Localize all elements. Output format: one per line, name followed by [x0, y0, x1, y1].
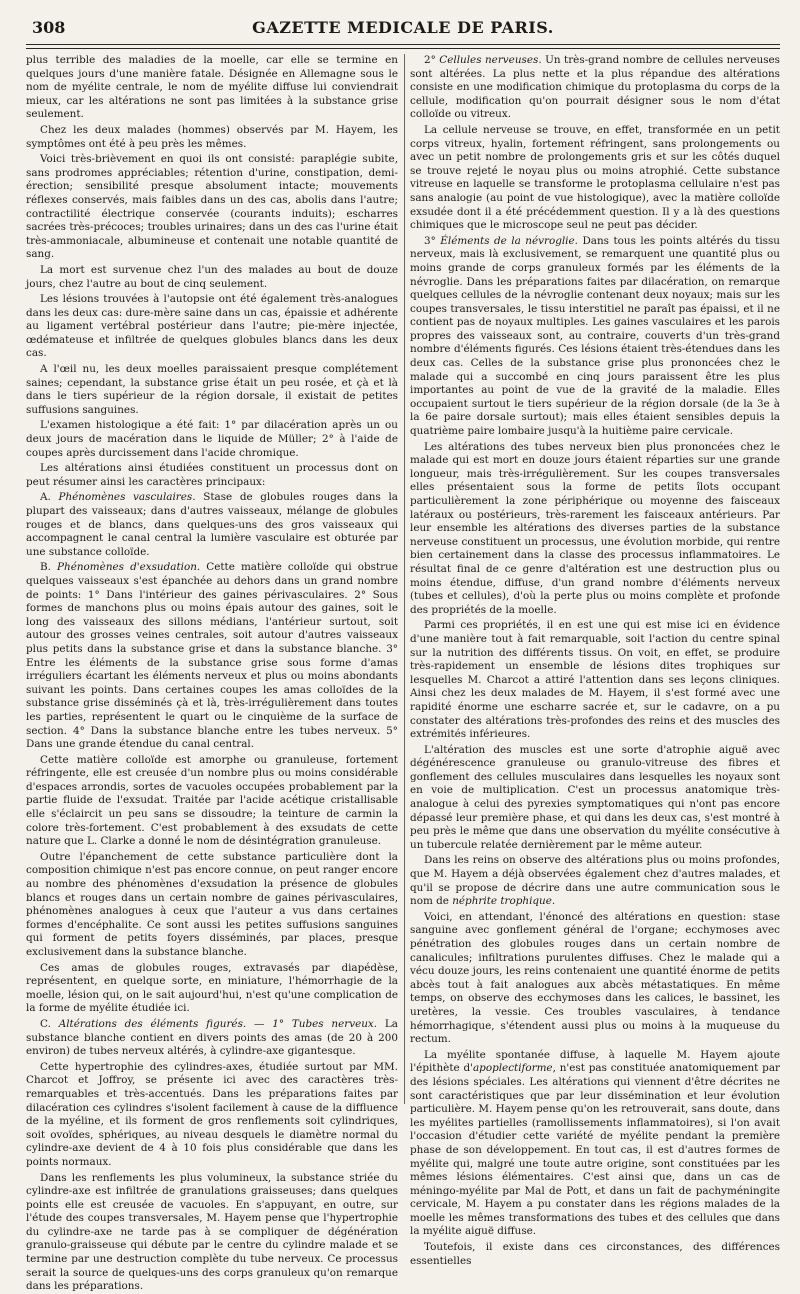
paragraph-text: Dans tous les points altérés du tissu nerveux, mais là exclusivement, se remarquent une quantité plus ou moins grande de corps granuleux formés par les éléments de la névroglie. Dans les préparations faites par dilacération, on remarque quelques cellules de la névroglie contenant deux noyaux; mais sur les coupes transversales, le tissu interstitiel ne paraît pas épaissi, et il ne contient pas de noyaux multiples. Les gaines vasculaires et les parois propres des vaisseaux sont, au contraire, couverts d'un très-grand nombre d'éléments figurés. Ces lésions étaient très-étendues dans les deux cas. Celles de la substance grise plus prononcées chez le malade qui a succombé en cinq jours paraissent être les plus importantes au point de vue de la gravité de la maladie. Elles occupaient surtout le tiers supérieur de la région dorsale (de la 3e à la 6e paire dorsale surtout); mais elles étaient sensibles depuis la quatrième paire lombaire jusqu'à la huitième paire cervicale.: [410, 234, 781, 438]
italic-heading: néphrite trophique: [452, 895, 552, 908]
paragraph: [26, 124, 398, 151]
paragraph-text: Cette matière colloïde qui obstrue quelques vaisseaux s'est épanchée au dehors dans un grand nombre de points: 1° Dans l'intérieur des gaines périvasculaires. 2° Sous formes de manchons plus ou moins épais autour des gaines, soit le long des vaisseaux des sillons médians, l'antérieur surtout, soit autour des grosses veines centrales, soit autour d'autres vaisseaux plus petits dans la substance grise et dans la substance blanche. 3° Entre les éléments de la substance grise sous forme d'amas irréguliers écartant les éléments nerveux et plus ou moins abondants suivant les points. Dans certaines coupes les amas colloïdes de la substance grise disséminés çà et là, très-irrégulièrement dans toutes les parties, représentent le quart ou le cinquième de la surface de section. 4° Dans la substance blanche entre les tubes nerveux. 5° Dans une grande étendue du canal central.: [26, 561, 398, 751]
paragraph-text: La mort est survenue chez l'un des malades au bout de douze jours, chez l'autre au bout de cinq seulement.: [26, 263, 398, 290]
paragraph-lead: 2°: [424, 54, 440, 66]
italic-heading: apoplectiforme: [472, 1062, 553, 1075]
paragraph: [410, 441, 780, 618]
paragraph-text: Un très-grand nombre de cellules nerveuses sont altérées. La plus nette et la plus répandue des altérations consiste en une modification chimique du protoplasma du corps de la cellule, modification qu'on pourrait désigner sous le nom d'état colloïde ou vitreux.: [410, 54, 781, 121]
italic-heading: Cellules nerveuses.: [439, 54, 542, 66]
paragraph-text: plus terrible des maladies de la moelle, car elle se termine en quelques jours d'une manière fatale. Désignée en Allemagne sous le nom de myélite centrale, le nom de myélite diffuse lui conviendrait mieux, car les altérations ne sont pas limitées à la substance grise seulement.: [26, 54, 398, 121]
paragraph: [26, 561, 398, 751]
page-header: [26, 18, 780, 40]
paragraph-text: Stase de globules rouges dans la plupart des vaisseaux; dans d'autres vaisseaux, mélange de globules rouges et de blancs, dans quelques-uns des gros vaisseaux qui accompagnent le canal central la lumière vasculaire est obturée par une substance colloïde.: [26, 491, 398, 558]
paragraph-text: Outre l'épanchement de cette substance particulière dont la composition chimique n'est pas encore connue, on peut ranger encore au nombre des phénomènes d'exsudation la présence de globules blancs et rouges dans un certain nombre de gaines périvasculaires, phénomènes analogues à ceux que l'auteur a vus dans certaines formes d'encéphalite. Ce sont aussi les petites suffusions sanguines qui forment de petits foyers disséminés, par places, presque exclusivement dans la substance blanche.: [26, 850, 398, 958]
paragraph: [410, 1049, 780, 1239]
paragraph-text: Voici, en attendant, l'énoncé des altérations en question: stase sanguine avec gonflement général de l'organe; ecchymoses avec pénétration des globules rouges dans un certain nombre de canalicules; infiltrations purulentes diffuses. Chez le malade qui a vécu douze jours, les reins contenaient une quantité énorme de petits abcès tout à fait analogues aux abcès métastatiques. En même temps, on observe des ecchymoses dans les calices, le bassinet, les uretères, la vessie. Ces troubles vasculaires, à tendance hémorrhagique, s'étendent aussi plus ou moins à la muqueuse du rectum.: [410, 910, 780, 1046]
paragraph: [26, 851, 398, 960]
paragraph-text: Cette hypertrophie des cylindres-axes, étudiée surtout par MM. Charcot et Joffroy, se présente ici avec des caractères très-remarquables et très-accentués. Dans les préparations faites par dilacération ces cylindres s'isolent facilement à cause de la diffluence de la myéline, et ils forment de gros renflements soit cylindriques, soit ovoïdes, sphériques, au niveau desquels le diamètre normal du cylindre-axe devient de 4 à 10 fois plus considérable que dans les points normaux.: [26, 1060, 398, 1168]
paragraph: [410, 235, 780, 439]
paragraph: [26, 1018, 398, 1059]
paragraph: [26, 491, 398, 559]
paragraph: [26, 1172, 398, 1294]
paragraph-lead: 3°: [424, 234, 441, 247]
paragraph-text: Parmi ces propriétés, il en est une qui est mise ici en évidence d'une manière tout à fait remarquable, soit l'action du centre spinal sur la nutrition des différents tissus. On voit, en effet, se produire très-rapidement un ensemble de lésions dites trophiques sur lesquelles M. Charcot a attiré l'attention dans ses leçons cliniques. Ainsi chez les deux malades de M. Hayem, il s'est formé avec une rapidité énorme une escharre sacrée et, sur le cadavre, on a pu constater des altérations très-profondes des reins et des muscles des extrémités inférieures.: [410, 619, 780, 741]
header-rule: [26, 44, 780, 45]
right-column: [410, 54, 781, 1267]
paragraph: [410, 744, 780, 853]
left-column: [26, 54, 398, 1293]
column-divider: [404, 54, 405, 1104]
paragraph-lead: B.: [40, 561, 58, 574]
paragraph: [26, 293, 398, 361]
paragraph: [26, 419, 398, 460]
paragraph: [26, 1061, 398, 1170]
paragraph-text: L'examen histologique a été fait: 1° par dilacération après un ou deux jours de macération dans le liquide de Müller; 2° à l'aide de coupes après durcissement dans l'acide chromique.: [26, 419, 398, 459]
paragraph-text: Les altérations ainsi étudiées constituent un processus dont on peut résumer ainsi les caractères principaux:: [26, 462, 398, 488]
paragraph-text: La substance blanche contient en divers points des amas (de 20 à 200 environ) de tubes nerveux altérés, à cylindre-axe gigantesque.: [26, 1017, 398, 1058]
paragraph-text: Ces amas de globules rouges, extravasés par diapédèse, représentent, en quelque sorte, en miniature, l'hémorrhagie de la moelle, lésion qui, on le sait aujourd'hui, n'est qu'une complication de la forme de myélite étudiée ici.: [26, 961, 398, 1015]
paragraph: [26, 264, 398, 291]
paragraph-text: A l'œil nu, les deux moelles paraissaient presque complétement saines; cependant, la substance grise était un peu rosée, et çà et là dans le tiers supérieur de la région dorsale, il existait de petites suffusions sanguines.: [26, 363, 398, 416]
header-rule-thin: [26, 48, 780, 49]
paragraph-lead: Dans les reins on observe des altérations plus ou moins profondes, que M. Hayem a déjà observées également chez d'autres malades, et qu'il se propose de décrire dans une autre communication sous le nom de: [410, 854, 780, 908]
paragraph-text: Les lésions trouvées à l'autopsie ont été également très-analogues dans les deux cas: dure-mère saine dans un cas, épaissie et adhérente au ligament vertébral postérieur dans l'autre; pie-mère injectée, œdémateuse et infiltrée de quelques globules blancs dans les deux cas.: [26, 293, 398, 360]
paragraph-text: , n'est pas constituée anatomiquement par des lésions spéciales. Les altérations qui viennent d'être décrites ne sont caractéristiques que par leur dissémination et leur évolution particulière. M. Hayem pense qu'on les retrouverait, sans doute, dans les myélites partielles (ramollissements inflammatoires), si l'on avait l'occasion d'étudier cette variété de myélite pendant la première phase de son développement. En tout cas, il est d'autres formes de myélite qui, malgré une toute autre origine, sont constituées par les mêmes lésions élémentaires. C'est ainsi que, dans un cas de méningo-myélite par Mal de Pott, et dans un fait de pachyméningite cervicale, M. Hayem a pu constater dans les régions malades de la moelle les mêmes transformations des tubes et des cellules que dans la myélite aiguë diffuse.: [410, 1062, 780, 1238]
paragraph: [410, 911, 780, 1047]
paragraph: [26, 462, 398, 489]
paragraph-text: .: [551, 895, 556, 908]
italic-heading: Éléments de la névroglie.: [440, 234, 578, 247]
paragraph-text: Chez les deux malades (hommes) observés par M. Hayem, les symptômes ont été à peu près les mêmes.: [26, 123, 398, 150]
italic-heading: Phénomènes d'exsudation.: [57, 561, 201, 574]
page-number: 308: [32, 18, 66, 37]
paragraph: [410, 54, 780, 122]
paragraph-lead: C.: [40, 1017, 59, 1030]
paragraph-text: Toutefois, il existe dans ces circonstances, des différences essentielles: [410, 1241, 780, 1267]
paragraph: [26, 54, 398, 122]
paragraph: [26, 754, 398, 849]
paragraph-text: Dans les renflements les plus volumineux, la substance striée du cylindre-axe est infiltrée de granulations graisseuses; dans quelques points elle est creusée de vacuoles. En s'appuyant, en outre, sur l'étude des coupes transversales, M. Hayem pense que l'hypertrophie du cylindre-axe ne tarde pas à se compliquer de dégénération granulo-graisseuse qui débute par le centre du cylindre malade et se termine par une destruction complète du tube nerveux. Ce processus serait la source de quelques-uns des corps granuleux qu'on remarque dans les préparations.: [26, 1171, 398, 1293]
paragraph-text: Cette matière colloïde est amorphe ou granuleuse, fortement réfringente, elle est creusée d'un nombre plus ou moins considérable d'espaces arrondis, sortes de vacuoles occupées probablement par la partie fluide de l'exsudat. Traitée par l'acide acétique cristallisable elle s'éclaircit un peu sans se dissoudre; la teinture de carmin la colore très-fortement. C'est probablement à des exsudats de cette nature que L. Clarke a donné le nom de désintégration granuleuse.: [26, 753, 398, 848]
paragraph-text: Les altérations des tubes nerveux bien plus prononcées chez le malade qui est mort en douze jours étaient réparties sur une grande longueur, mais très-irrégulièrement. Sur les coupes transversales elles présentaient sous la forme de petits îlots occupant particulièrement la zone périphérique ou moyenne des faisceaux latéraux ou postérieurs, très-rarement les faisceaux antérieurs. Par leur ensemble les altérations des diverses parties de la substance nerveuse constituent un processus, une évolution morbide, qui rentre bien certainement dans la classe des processus inflammatoires. Le résultat final de ce genre d'altération est une destruction plus ou moins étendue, diffuse, d'un grand nombre d'éléments nerveux (tubes et cellules), d'où la perte plus ou moins complète et profonde des propriétés de la moelle.: [410, 440, 780, 616]
paragraph: [410, 1241, 780, 1268]
paragraph-text: La cellule nerveuse se trouve, en effet, transformée en un petit corps vitreux, hyalin, fortement réfringent, sans prolongements ou avec un petit nombre de prolongements gris et sur les côtés duquel se trouve rejeté le noyau plus ou moins atrophié. Cette substance vitreuse en laquelle se transforme le protoplasma cellulaire n'est pas sans analogie (au point de vue histologique), avec la matière colloïde exsudée dont il a été précédemment question. Il y a là des questions chimiques que le microscope seul ne peut pas décider.: [410, 123, 780, 232]
paragraph: [410, 619, 780, 741]
paragraph: [410, 854, 780, 908]
paragraph: [410, 124, 780, 233]
italic-heading: Phénomènes vasculaires.: [58, 491, 196, 504]
paragraph: [26, 153, 398, 262]
publication-title: GAZETTE MEDICALE DE PARIS.: [252, 18, 554, 37]
paragraph-text: L'altération des muscles est une sorte d'atrophie aiguë avec dégénérescence granuleuse ou granulo-vitreuse des fibres et gonflement des cellules musculaires dans lesquelles les noyaux sont en voie de multiplication. C'est un processus anatomique très-analogue à celui des pyrexies symptomatiques qui n'ont pas encore dépassé leur première phase, et qui dans les deux cas, s'est montré à peu près le même que dans une observation du myélite consécutive à un tubercule relatée dernièrement par le même auteur.: [410, 743, 780, 851]
paragraph-lead: La myélite spontanée diffuse, à laquelle M. Hayem ajoute l'épithète d': [410, 1048, 780, 1075]
paragraph: [26, 962, 398, 1016]
paragraph-text: Voici très-brièvement en quoi ils ont consisté: paraplégie subite, sans prodromes appréciables; rétention d'urine, constipation, demi-érection; sensibilité presque absolument intacte; mouvements réflexes conservés, mais faibles dans un des cas, abolis dans l'autre; contractilité électrique conservée (courants induits); escharres sacrées très-précoces; troubles urinaires; dans un des cas l'urine était très-ammoniacale, albumineuse et contenait une notable quantité de sang.: [26, 153, 398, 261]
paragraph: [26, 363, 398, 417]
italic-heading: Altérations des éléments figurés. — 1° Tubes nerveux.: [58, 1017, 378, 1030]
paragraph-lead: A.: [40, 491, 59, 504]
